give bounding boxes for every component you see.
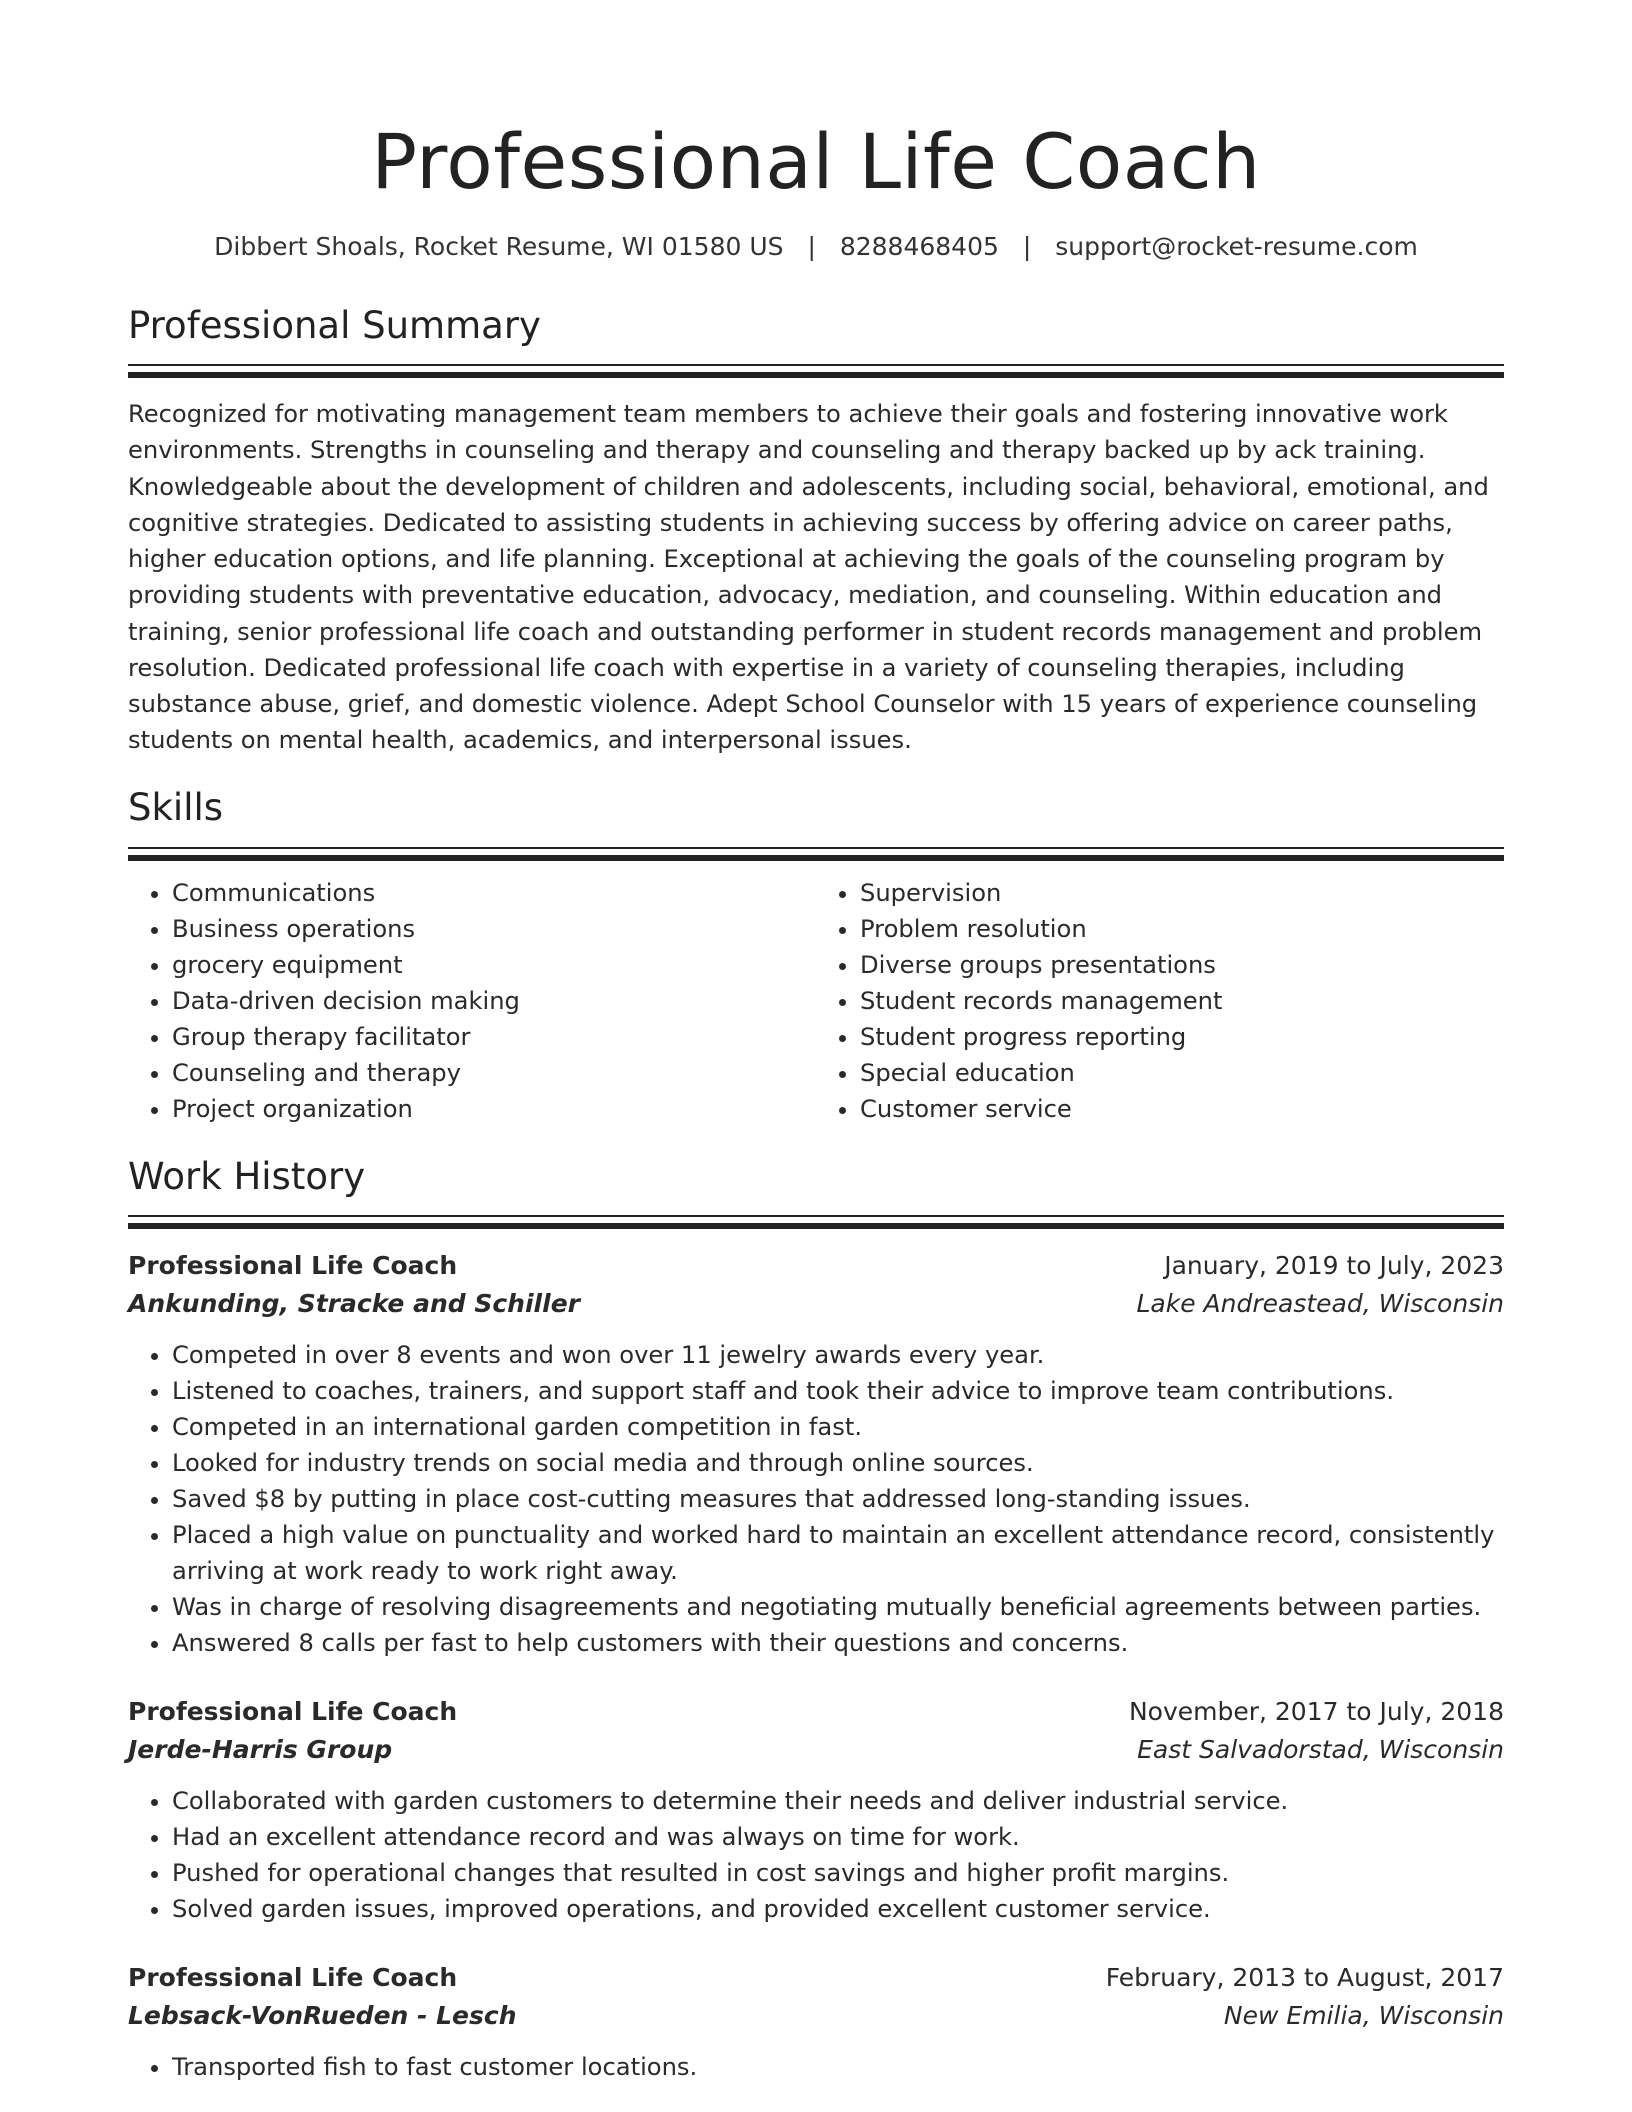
contact-separator: |	[807, 232, 816, 262]
section-divider	[128, 1215, 1504, 1229]
skill-item: • Diverse groups presentations	[860, 947, 1504, 983]
skill-item: • Student records management	[860, 983, 1504, 1019]
job-dates: November, 2017 to July, 2018	[1128, 1697, 1504, 1727]
skill-item: • Group therapy facilitator	[172, 1019, 816, 1055]
skill-item: • Communications	[172, 875, 816, 911]
job-company: Jerde-Harris Group	[128, 1735, 393, 1765]
summary-text: Recognized for motivating management team members to achieve their goals and fostering innovative work environments. Strengths in counseling and therapy and counseling and therapy backed up by ack training. Knowledgeable about the development of children and adolescents, including social, behavioral, emotional, and cognitive strategies. Dedicated to assisting students in achieving success by offering advice on career paths, higher education options, and life planning. Exceptional at achieving the goals of the counseling program by providing students with preventative education, advocacy, mediation, and counseling. Within education and training, senior professional life coach and outstanding performer in student records management and problem resolution. Dedicated professional life coach with expertise in a variety of counseling therapies, including substance abuse, grief, and domestic violence. Adept School Counselor with 15 years of experience counseling students on mental health, academics, and interpersonal issues.	[128, 400, 1489, 755]
job-entry	[128, 1247, 1504, 1661]
job-bullet: • Listened to coaches, trainers, and support staff and took their advice to improve team contributions.	[172, 1373, 1504, 1409]
skill-item: • Student progress reporting	[860, 1019, 1504, 1055]
skill-item: • Data-driven decision making	[172, 983, 816, 1019]
contact-phone: 8288468405	[839, 232, 999, 262]
job-bullet: • Solved garden issues, improved operations, and provided excellent customer service.	[172, 1891, 1504, 1927]
job-entry	[128, 1959, 1504, 2085]
job-bullet: • Pushed for operational changes that resulted in cost savings and higher profit margins.	[172, 1855, 1504, 1891]
skill-item: • Business operations	[172, 911, 816, 947]
job-location: East Salvadorstad, Wisconsin	[1137, 1735, 1504, 1765]
contact-line	[128, 231, 1504, 264]
job-bullets	[128, 1783, 1504, 1927]
job-bullet: • Had an excellent attendance record and was always on time for work.	[172, 1819, 1504, 1855]
skills-section	[128, 786, 1504, 1126]
section-divider	[128, 847, 1504, 861]
job-bullet: • Placed a high value on punctuality and worked hard to maintain an excellent attendance record, consistently arriving at work ready to work right away.	[172, 1517, 1504, 1589]
contact-separator: |	[1022, 232, 1032, 262]
resume-name: Professional Life Coach	[371, 117, 1261, 206]
skill-item: • Project organization	[172, 1091, 816, 1127]
job-dates: February, 2013 to August, 2017	[1105, 1963, 1504, 1993]
skill-item: • Supervision	[860, 875, 1504, 911]
summary-heading: Professional Summary	[128, 303, 541, 347]
job-bullets	[128, 2049, 1504, 2085]
skill-item: • grocery equipment	[172, 947, 816, 983]
section-divider	[128, 364, 1504, 378]
contact-email: support@rocket-resume.com	[1055, 232, 1418, 262]
skill-item: • Customer service	[860, 1091, 1504, 1127]
job-title: Professional Life Coach	[128, 1251, 458, 1281]
job-bullet: • Collaborated with garden customers to determine their needs and deliver industrial service.	[172, 1783, 1504, 1819]
job-bullet: • Competed in over 8 events and won over 11 jewelry awards every year.	[172, 1337, 1504, 1373]
job-bullet: • Saved $8 by putting in place cost-cutting measures that addressed long-standing issues.	[172, 1481, 1504, 1517]
job-bullet: • Looked for industry trends on social media and through online sources.	[172, 1445, 1504, 1481]
summary-section	[128, 304, 1504, 758]
job-bullet: • Answered 8 calls per fast to help customers with their questions and concerns.	[172, 1625, 1504, 1661]
skills-list-right	[816, 875, 1504, 1127]
job-bullet: • Was in charge of resolving disagreements and negotiating mutually beneficial agreements between parties.	[172, 1589, 1504, 1625]
job-bullets	[128, 1337, 1504, 1661]
job-location: Lake Andreastead, Wisconsin	[1136, 1289, 1504, 1319]
skills-heading: Skills	[128, 786, 224, 830]
job-company: Ankunding, Stracke and Schiller	[128, 1289, 580, 1319]
job-entry	[128, 1693, 1504, 1927]
job-location: New Emilia, Wisconsin	[1223, 2001, 1504, 2031]
skill-item: • Special education	[860, 1055, 1504, 1091]
job-title: Professional Life Coach	[128, 1963, 458, 1993]
job-dates: January, 2019 to July, 2023	[1164, 1251, 1504, 1281]
skills-list-left	[128, 875, 816, 1127]
job-bullet: • Transported fish to fast customer locations.	[172, 2049, 1504, 2085]
job-bullet: • Competed in an international garden competition in fast.	[172, 1409, 1504, 1445]
skill-item: • Problem resolution	[860, 911, 1504, 947]
skill-item: • Counseling and therapy	[172, 1055, 816, 1091]
contact-address: Dibbert Shoals, Rocket Resume, WI 01580 US	[214, 232, 784, 262]
skills-columns	[128, 875, 1504, 1127]
work-history-section	[128, 1155, 1504, 2085]
job-title: Professional Life Coach	[128, 1697, 458, 1727]
work-history-heading: Work History	[128, 1154, 366, 1198]
job-company: Lebsack-VonRueden - Lesch	[128, 2001, 517, 2031]
